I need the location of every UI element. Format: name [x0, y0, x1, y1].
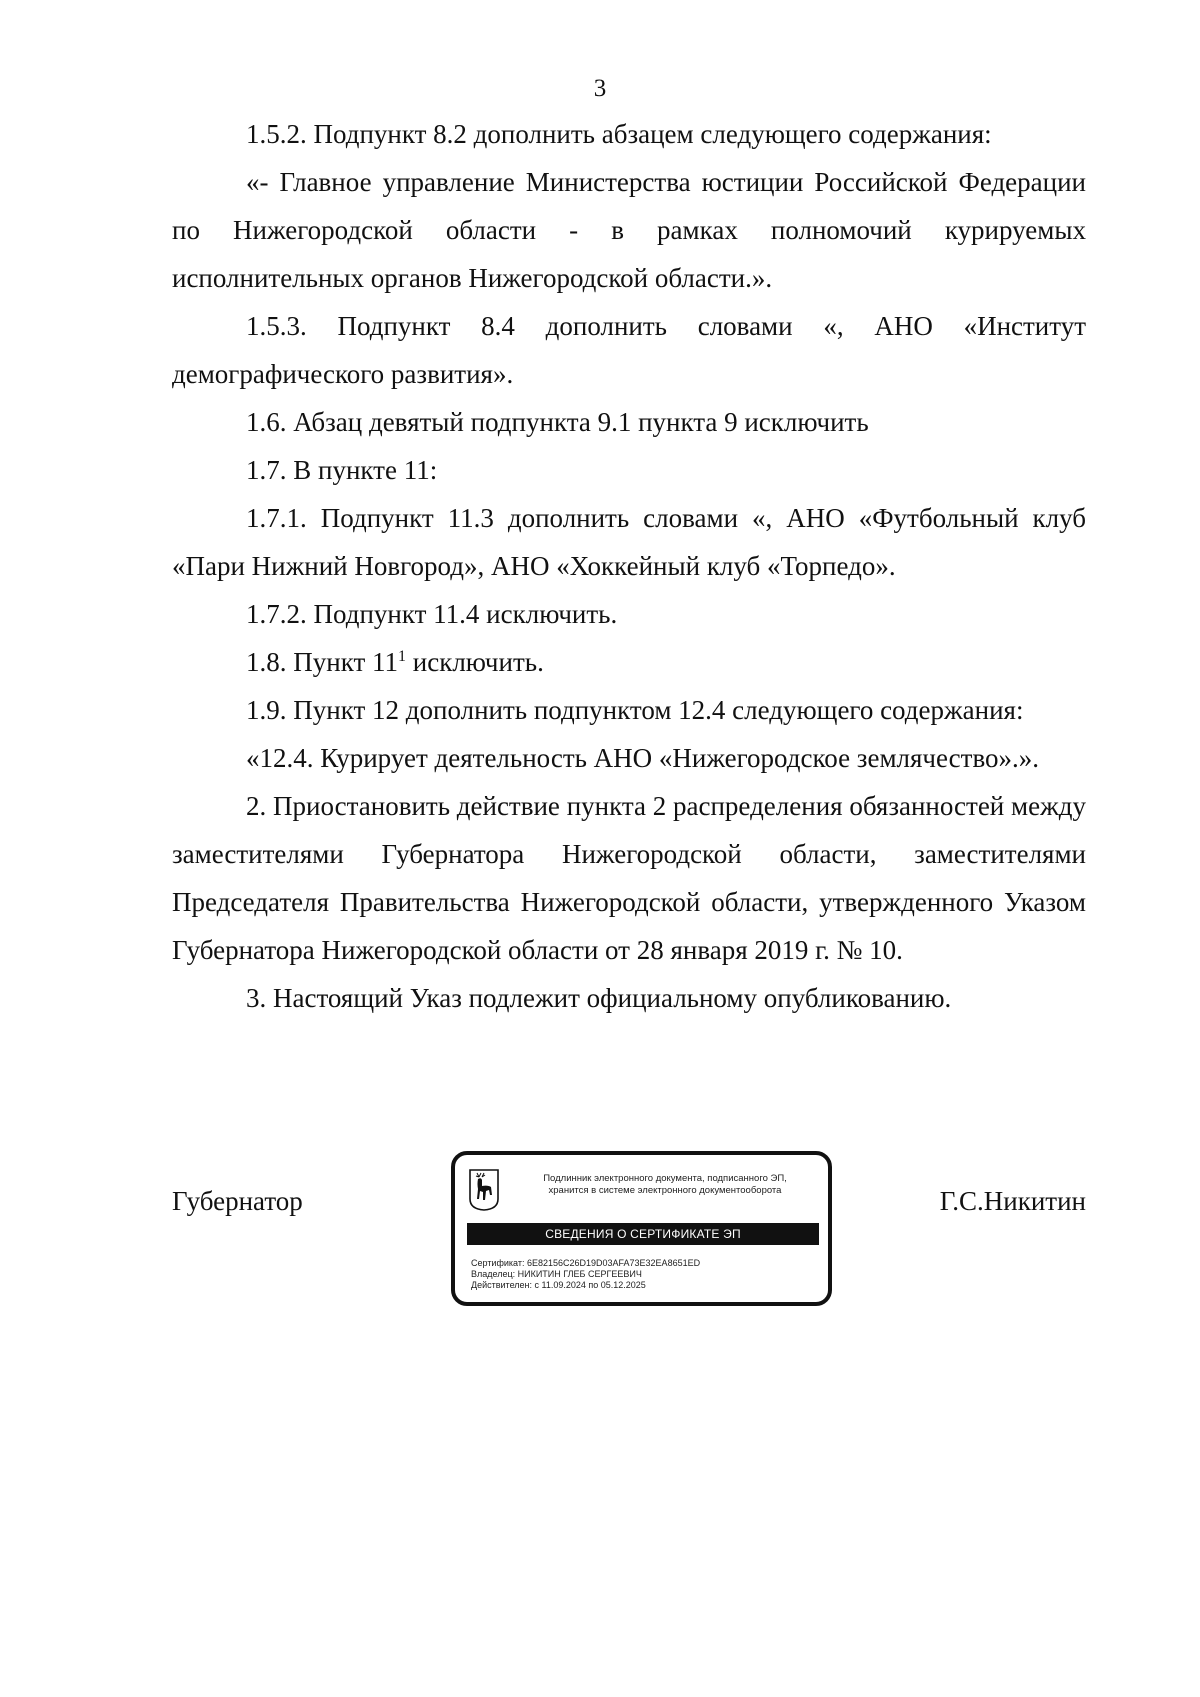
stamp-owner: Владелец: НИКИТИН ГЛЕБ СЕРГЕЕВИЧ — [471, 1269, 642, 1279]
coat-of-arms-icon — [469, 1169, 499, 1211]
stamp-details — [471, 1258, 700, 1291]
paragraph-1-8-text: 1.8. Пункт 11 — [246, 647, 399, 677]
stamp-validity: Действителен: с 11.09.2024 по 05.12.2025 — [471, 1280, 646, 1290]
stamp-certificate: Сертификат: 6E82156C26D19D03AFA73E32EA8651ED — [471, 1258, 701, 1268]
paragraph-1-6: 1.6. Абзац девятый подпункта 9.1 пункта 9 исключить — [246, 407, 869, 437]
stamp-header-line-2: хранится в системе электронного документооборота — [548, 1185, 782, 1196]
paragraph-quote-justice: «- Главное управление Министерства юстиции Российской Федерации по Нижегородской области - в рамках полномочий курируемых исполнительных органов Нижегородской области.». — [172, 167, 1086, 293]
document-body — [172, 110, 1086, 1022]
signature-name: Г.С.Никитин — [939, 1186, 1086, 1216]
page-number: 3 — [593, 75, 607, 102]
signature-title: Губернатор — [172, 1186, 303, 1216]
stamp-header-line-1: Подлинник электронного документа, подписанного ЭП, — [543, 1173, 787, 1184]
paragraph-1-5-3: 1.5.3. Подпункт 8.4 дополнить словами «, АНО «Институт демографического развития». — [172, 311, 1086, 389]
electronic-signature-stamp — [451, 1151, 832, 1306]
paragraph-1-7: 1.7. В пункте 11: — [246, 455, 438, 485]
stamp-certificate-bar: СВЕДЕНИЯ О СЕРТИФИКАТЕ ЭП — [467, 1223, 819, 1245]
paragraph-3: 3. Настоящий Указ подлежит официальному опубликованию. — [246, 983, 952, 1013]
paragraph-1-9: 1.9. Пункт 12 дополнить подпунктом 12.4 следующего содержания: — [246, 695, 1024, 725]
paragraph-1-5-2: 1.5.2. Подпункт 8.2 дополнить абзацем следующего содержания: — [246, 119, 992, 149]
paragraph-2: 2. Приостановить действие пункта 2 распределения обязанностей между заместителями Губернатора Нижегородской области, заместителями Председателя Правительства Нижегородской области, утвержденного Указом Губернатора Нижегородской области от 28 января 2019 г. № 10. — [172, 791, 1086, 965]
paragraph-1-7-1: 1.7.1. Подпункт 11.3 дополнить словами «, АНО «Футбольный клуб «Пари Нижний Новгород», АНО «Хоккейный клуб «Торпедо». — [172, 503, 1086, 581]
paragraph-12-4: «12.4. Курирует деятельность АНО «Нижегородское землячество».». — [246, 743, 1040, 773]
stamp-header — [515, 1173, 815, 1197]
paragraph-1-8 — [172, 638, 1086, 686]
paragraph-1-7-2: 1.7.2. Подпункт 11.4 исключить. — [246, 599, 618, 629]
paragraph-1-8-tail: исключить. — [406, 647, 544, 677]
superscript: 1 — [398, 648, 407, 665]
